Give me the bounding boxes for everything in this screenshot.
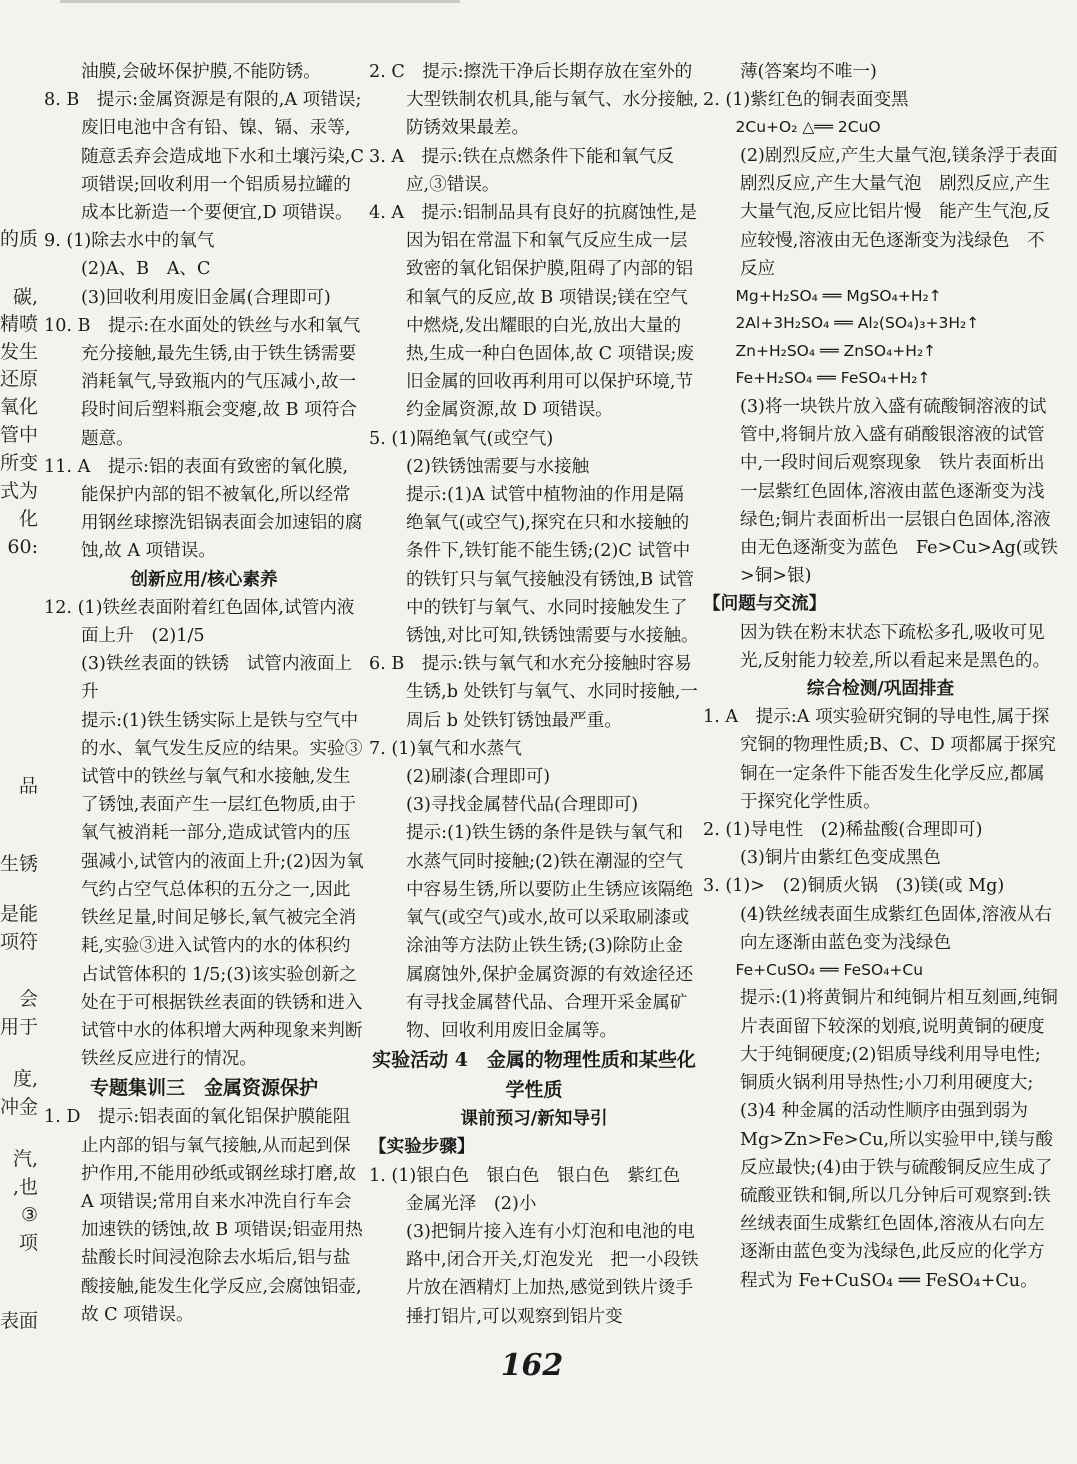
answer-text: (2)剧烈反应,产生大量气泡,镁条浮于表面 剧烈反应,产生大量气泡 剧烈反应,产生大量气泡,反应比铝片慢 能产生气泡,反应较慢,溶液由无色逐渐变为浅绿色 不反应 [739,145,1076,279]
edge-text: 项符 [0,931,38,953]
edge-text: 氧化 [0,396,38,418]
section-heading: 实验活动 4 金属的物理性质和某些化学性质 [372,1049,696,1102]
edge-text: 是能 [0,903,38,925]
answer-item: 11. A 提示:铝的表面有致密的氧化膜,能保护内部的铝不被氧化,所以经常用钢丝球擦洗铝锅表面会加速铝的腐蚀,故 A 项错误。 [44,456,363,562]
hint-text: 提示:(1)A 试管中植物油的作用是隔绝氧气(或空气),探究在只和水接触的条件下,铁钉能不能生锈;(2)C 试管中的铁钉只与氧气接触没有锈蚀,B 试管中的铁钉与氧气、水同时接触发生了锈蚀,对比可知,铁锈蚀需要与水接触。 [405,485,699,647]
edge-text: 的质 [0,228,38,250]
answer-item: 9. (1)除去水中的氧气 [44,231,215,252]
edge-text: ,也 [12,1176,38,1198]
section-subheading: 创新应用/核心素养 [130,568,278,590]
answer-text: (3)铜片由紫红色变成黑色 [739,848,941,869]
answer-text: (2)铁锈蚀需要与水接触 [405,456,590,477]
edge-text: 化 [18,508,38,530]
edge-text: 会 [18,988,38,1010]
answer-text: (2)A、B A、C [80,259,211,280]
answer-item: 1. A 提示:A 项实验研究铜的导电性,属于探究铜的物理性质;B、C、D 项都属于探究铜在一定条件下能否发生化学反应,都属于探究化学性质。 [703,707,1056,812]
answer-item: 4. A 提示:铝制品具有良好的抗腐蚀性,是因为铝在常温下和氧气反应生成一层致密的氧化铝保护膜,阻碍了内部的铝和氧气的反应,故 B 项错误;镁在空气中燃烧,发出耀眼的白光,放出大量的热,生成一种白色固体,故 C 项错误;废旧金属的回收再利用可以保护环境,节约金属资源,故 D 项错误。 [369,203,698,421]
edge-text: 生锈 [0,853,38,875]
edge-text: 冲金 [0,1096,38,1118]
column-middle [369,58,711,1348]
answer-text: (3)把铜片接入连有小灯泡和电池的电路中,闭合开关,灯泡发光 把一小段铁片放在酒精灯上加热,感觉到铁片烫手 捶打铝片,可以观察到铝片变 [405,1221,711,1327]
answer-item: 5. (1)隔绝氧气(或空气) [369,428,554,449]
answer-text: (3)铁丝表面的铁锈 试管内液面上升 [80,654,353,703]
edge-text: 度, [12,1068,38,1090]
chemical-equation: Mg+H₂SO₄ ══ MgSO₄+H₂↑ [735,286,942,305]
bracket-heading: 【实验步骤】 [369,1136,475,1158]
chemical-equation: Zn+H₂SO₄ ══ ZnSO₄+H₂↑ [735,341,937,360]
edge-text: 管中 [0,424,38,446]
answer-text: 因为铁在粉末状态下疏松多孔,吸收可见光,反射能力较差,所以看起来是黑色的。 [739,622,1051,671]
column-left [44,58,364,1348]
edge-text: 60: [7,536,38,558]
answer-item: 10. B 提示:在水面处的铁丝与水和氧气充分接触,最先生锈,由于铁生锈需要消耗氧气,导致瓶内的气压减小,故一段时间后塑料瓶会变瘪,故 B 项符合题意。 [44,315,361,449]
answer-item: 12. (1)铁丝表面附着红色固体,试管内液面上升 (2)1/5 [44,597,355,647]
answer-item: 1. (1)银白色 银白色 银白色 紫红色 金属光泽 (2)小 [369,1165,698,1214]
chemical-equation: Fe+H₂SO₄ ══ FeSO₄+H₂↑ [735,369,931,388]
answer-item: 2. C 提示:擦洗干净后长期存放在室外的大型铁制农机具,能与氧气、水分接触,防锈效果最差。 [369,62,699,139]
edge-text: 精喷 [0,313,38,335]
answer-item: 3. A 提示:铁在点燃条件下能和氧气反应,③错误。 [369,146,674,195]
edge-text: 式为 [0,480,38,502]
answer-text: (4)铁丝绒表面生成紫红色固体,溶液从右向左逐渐由蓝色变为浅绿色 [739,904,1052,953]
answer-item: 8. B 提示:金属资源是有限的,A 项错误;废旧电池中含有铅、镍、镉、汞等,随意丢弃会造成地下水和土壤污染,C 项错误;回收利用一个铝质易拉罐的成本比新造一个要便宜,D 项错误。 [44,90,364,224]
answer-item: 3. (1)> (2)铜质火锅 (3)镁(或 Mg) [703,876,1005,897]
section-subheading: 课前预习/新知导引 [460,1108,608,1130]
top-rule [60,0,460,3]
hint-text: 提示:(1)铁生锈实际上是铁与空气中的水、氧气发生反应的结果。实验③试管中的铁丝与氧气和水接触,发生了锈蚀,表面产生一层红色物质,由于氧气被消耗一部分,造成试管内的压强减小,试管内的液面上升;(2)因为氧气约占空气总体积的五分之一,因此铁丝足量,时间足够长,氧气被完全消耗,实验③进入试管内的水的体积约占试管体积的 1/5;(3)该实验创新之处在于可根据铁丝表面的铁锈和进入试管中水的体积增大两种现象来判断铁丝反应进行的情况。 [80,710,364,1070]
answer-item: 2. (1)导电性 (2)稀盐酸(合理即可) [703,819,983,840]
answer-text: 薄(答案均不唯一) [739,62,877,82]
edge-text: 所变 [0,452,38,474]
section-heading: 专题集训三 金属资源保护 [89,1077,318,1100]
answer-item: 2. (1)紫红色的铜表面变黑 [703,90,909,111]
edge-text: 碳, [12,286,38,308]
chemical-equation: 2Cu+O₂ △══ 2CuO [735,118,881,137]
column-right [703,58,1076,1348]
edge-text: 品 [18,775,38,797]
edge-text: 项 [18,1232,38,1254]
chemical-equation: Fe+CuSO₄ ══ FeSO₄+Cu [735,960,924,979]
hint-text: 提示:(1)将黄铜片和纯铜片相互刻画,纯铜片表面留下较深的划痕,说明黄铜的硬度大于纯铜硬度;(2)铝质导线利用导电性;铜质火锅利用导热性;小刀利用硬度大;(3)4 种金属的活动性顺序由强到弱为 Mg>Zn>Fe>Cu,所以实验甲中,镁与酸反应最快;(4)由于铁与硫酸铜反应生成了硫酸亚铁和铜,所以几分钟后可观察到:铁丝绒表面生成紫红色固体,溶液从右向左逐渐由蓝色变为浅绿色,此反应的化学方程式为 Fe+CuSO₄ ══ FeSO₄+Cu。 [739,988,1058,1291]
edge-text: 发生 [0,341,38,363]
chemical-equation: 2Al+3H₂SO₄ ══ Al₂(SO₄)₃+3H₂↑ [735,314,980,333]
answer-text: (3)将一块铁片放入盛有硫酸铜溶液的试管中,将铜片放入盛有硝酸银溶液的试管中,一段时间后观察现象 铁片表面析出一层紫红色固体,溶液由蓝色逐渐变为浅绿色;铜片表面析出一层银白色固体,溶液由无色逐渐变为蓝色 Fe>Cu>Ag(或铁>铜>银) [739,396,1058,587]
left-edge-fragments [0,58,40,1348]
edge-text: 还原 [0,368,38,390]
section-subheading: 综合检测/巩固排查 [806,677,955,699]
hint-text: 提示:(1)铁生锈的条件是铁与氧气和水蒸气同时接触;(2)铁在潮湿的空气中容易生锈,所以要防止生锈应该隔绝氧气(或空气)或水,故可以采取刷漆或涂油等方法防止铁生锈;(3)除防止金属腐蚀外,保护金属资源的有效途径还有寻找金属替代品、合理开采金属矿物、回收利用废旧金属等。 [405,823,694,1041]
edge-text: 用于 [0,1016,38,1038]
answer-text: (3)回收利用废旧金属(合理即可) [80,287,331,308]
page-number: 162 [500,1348,564,1383]
answer-item: 6. B 提示:铁与氧气和水充分接触时容易生锈,b 处铁钉与氧气、水同时接触,一周后 b 处铁钉锈蚀最严重。 [369,654,698,731]
edge-text: ③ [20,1204,38,1226]
answer-text: (2)刷漆(合理即可) [405,767,551,788]
answer-item: 1. D 提示:铝表面的氧化铝保护膜能阻止内部的铝与氧气接触,从而起到保护作用,不能用砂纸或钢丝球打磨,故 A 项错误;常用自来水冲洗自行车会加速铁的锈蚀,故 B 项错误;铝壶用热盐酸长时间浸泡除去水垢后,铝与盐酸接触,能发生化学反应,会腐蚀铝壶,故 C 项错误。 [44,1107,363,1325]
edge-text: 表面 [0,1310,38,1332]
answer-text: 油膜,会破坏保护膜,不能防锈。 [80,62,321,82]
edge-text: 汽, [12,1148,38,1170]
answer-item: 7. (1)氧气和水蒸气 [369,738,522,759]
bracket-heading: 【问题与交流】 [703,593,827,615]
answer-text: (3)寻找金属替代品(合理即可) [405,795,639,816]
